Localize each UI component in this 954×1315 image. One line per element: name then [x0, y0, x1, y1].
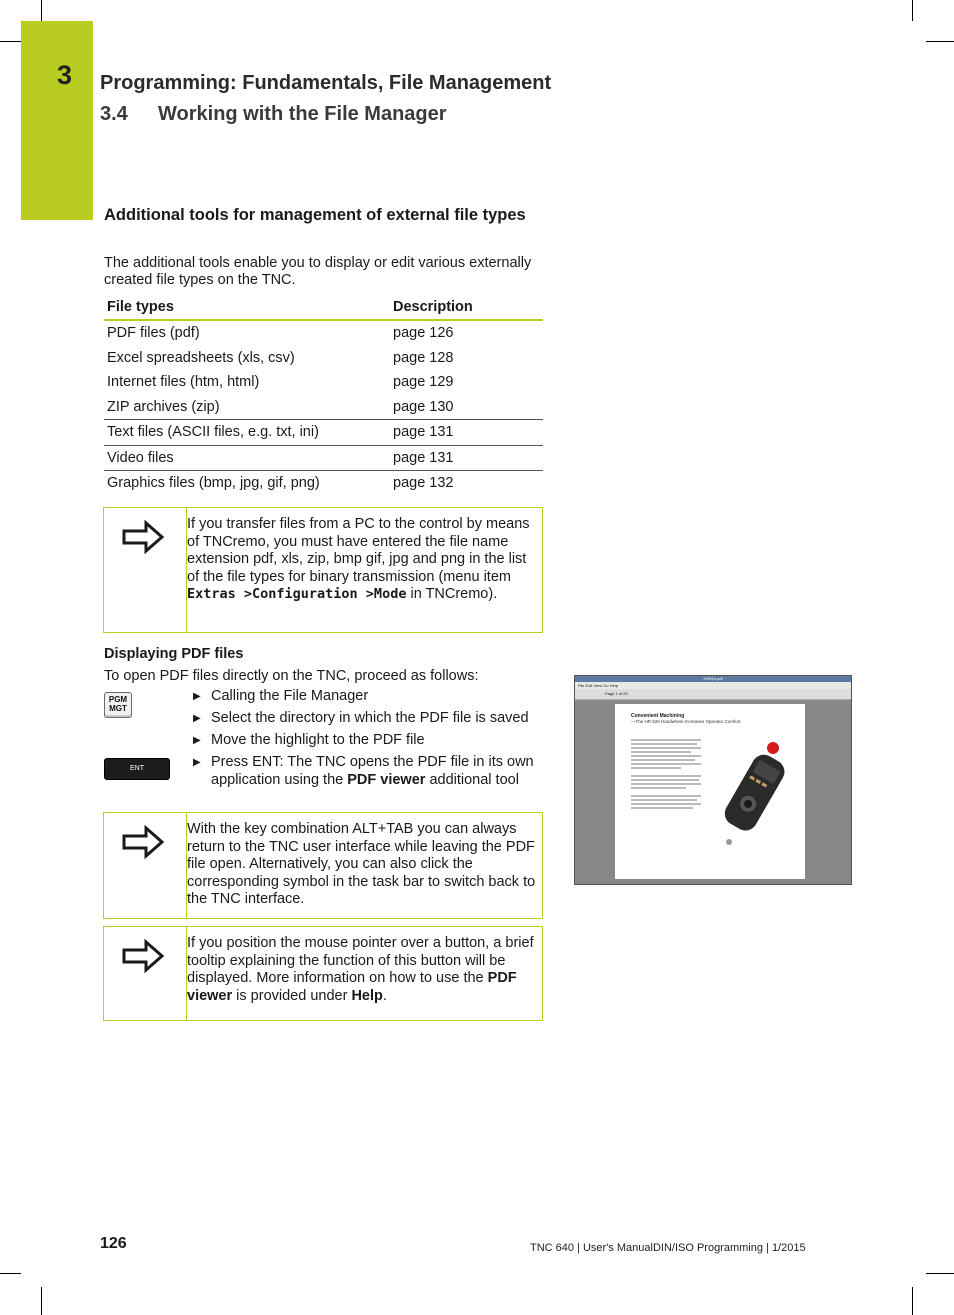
table-row: [104, 420, 543, 446]
table-row: [104, 320, 543, 346]
note-text: [187, 516, 537, 604]
table-cell: Graphics files (bmp, jpg, gif, png): [104, 471, 390, 496]
note-bold: PDF viewer: [187, 970, 517, 1004]
table-row: [104, 445, 543, 471]
footer-text: TNC 640 | User's ManualDIN/ISO Programming | 1/2015: [530, 1242, 806, 1254]
table-cell: PDF files (pdf): [107, 325, 200, 342]
crop-mark: [912, 0, 913, 21]
step-text: Calling the File Manager: [211, 688, 369, 704]
crop-mark: [0, 1273, 21, 1274]
table-cell[interactable]: page 126: [393, 325, 454, 342]
list-item: [191, 732, 543, 750]
table-row: [104, 370, 543, 395]
crop-mark: [912, 1287, 913, 1315]
table-cell[interactable]: page 131: [390, 445, 543, 471]
pgm-mgt-key[interactable]: [104, 692, 132, 718]
chapter-number: 3: [57, 60, 73, 90]
pdf-viewer-screenshot: [574, 675, 852, 885]
table-cell[interactable]: page 128: [393, 349, 454, 366]
pdf-intro: To open PDF files directly on the TNC, proceed as follows:: [104, 668, 479, 684]
chapter-title: Programming: Fundamentals, File Management: [100, 72, 552, 94]
bullet-triangle-icon: ▶: [193, 713, 201, 724]
note-bold: Help: [351, 987, 383, 1004]
section-title-text: Working with the File Manager: [158, 103, 447, 125]
crop-mark: [41, 0, 42, 21]
arrow-right-icon: [122, 939, 164, 973]
table-cell: Excel spreadsheets (xls, csv): [107, 349, 295, 366]
note-box: [103, 812, 543, 919]
table-cell: Video files: [104, 445, 390, 471]
intro-paragraph: The additional tools enable you to display or edit various externally created file types on the TNC.: [104, 255, 532, 288]
section-number: 3.4: [100, 103, 128, 125]
key-label: PGM: [108, 695, 128, 704]
note-text-part: .: [382, 987, 387, 1004]
crop-mark: [926, 1273, 954, 1274]
step-bold: PDF viewer: [347, 771, 426, 788]
table-header-cell: Description: [390, 294, 543, 320]
table-cell: ZIP archives (zip): [107, 398, 220, 415]
viewer-toolbar: Page 1 of 20: [575, 689, 851, 700]
note-box: [103, 926, 543, 1021]
crop-mark: [41, 1287, 42, 1315]
pdf-document-page: [615, 704, 805, 879]
note-text-part: If you transfer files from a PC to the control by means of TNCremo, you must have entered the file name extension pdf, xls, zip, bmp gif, jpg and png in the list of the file types for binary transmission (menu item: [187, 516, 530, 585]
table-cell: Internet files (htm, html): [107, 374, 260, 391]
handwheel-image-icon: [715, 734, 795, 854]
table-row: [104, 346, 543, 371]
note-text: [187, 935, 537, 1005]
note-text: With the key combination ALT+TAB you can always return to the TNC user interface while leaving the PDF file open. Alternatively, you can also click the corresponding symbol in the task bar to switch back to the TNC interface.: [187, 821, 536, 907]
pdf-section-heading: Displaying PDF files: [104, 646, 244, 662]
table-row: [104, 471, 543, 496]
table-cell: Text files (ASCII files, e.g. txt, ini): [104, 420, 390, 446]
section-title: [100, 103, 447, 126]
step-text: Move the highlight to the PDF file: [211, 732, 425, 748]
table-cell[interactable]: page 129: [393, 374, 454, 391]
bullet-triangle-icon: ▶: [193, 691, 201, 702]
file-types-table: [104, 294, 543, 496]
crop-mark: [0, 41, 21, 42]
step-text: Press ENT: The TNC opens the PDF file in its own application using the: [211, 754, 534, 788]
bullet-triangle-icon: ▶: [193, 757, 201, 768]
steps-list: [191, 688, 543, 794]
step-text: Select the directory in which the PDF file is saved: [211, 710, 529, 726]
page-heading: Additional tools for management of external file types: [104, 206, 526, 224]
list-item: [191, 754, 543, 789]
table-row: [104, 395, 543, 420]
arrow-right-icon: [122, 825, 164, 859]
table-header-cell: File types: [104, 294, 390, 320]
doc-subtitle: —The HR 520 Handwheel Increases Operator Comfort: [631, 719, 741, 724]
step-text: additional tool: [425, 771, 519, 788]
menu-path: Extras >Configuration >Mode: [187, 586, 407, 602]
window-titlebar: HR510.pdf: [575, 676, 851, 682]
viewer-menubar: File Edit View Go Help: [575, 682, 851, 689]
table-header-row: [104, 294, 543, 320]
note-box: [103, 507, 543, 633]
note-text-part: If you position the mouse pointer over a button, a brief tooltip explaining the function of this button will be displayed. More information on how to use the: [187, 935, 534, 986]
ent-key[interactable]: ENT: [104, 758, 170, 780]
doc-text-lines: [631, 739, 701, 811]
page-number: 126: [100, 1235, 127, 1252]
table-cell[interactable]: page 131: [390, 420, 543, 446]
list-item: [191, 688, 543, 706]
arrow-right-icon: [122, 520, 164, 554]
crop-mark: [926, 41, 954, 42]
chapter-tab: [21, 21, 93, 220]
key-label: MGT: [109, 704, 127, 713]
table-cell[interactable]: page 130: [393, 398, 454, 415]
doc-title: Convenient Machining: [631, 713, 685, 719]
list-item: [191, 710, 543, 728]
note-text-part: in TNCremo).: [406, 586, 498, 602]
note-text-part: is provided under: [232, 987, 352, 1004]
table-cell[interactable]: page 132: [390, 471, 543, 496]
bullet-triangle-icon: ▶: [193, 735, 201, 746]
